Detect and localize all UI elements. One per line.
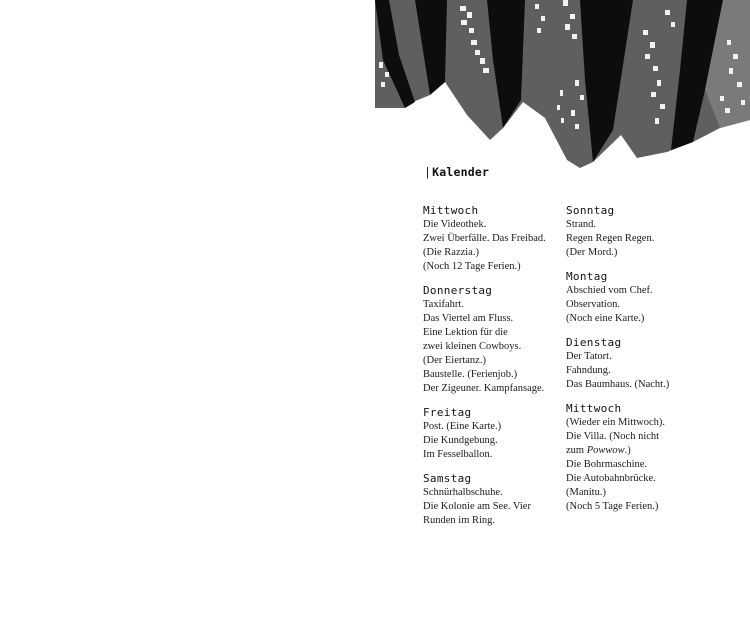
section-heading bbox=[424, 165, 489, 179]
day-entry bbox=[423, 405, 573, 462]
day-entry-line: Die Villa. (Noch nicht bbox=[566, 431, 660, 442]
day-entry-line: (Wieder ein Mittwoch). bbox=[566, 417, 666, 428]
day-entry-line: Das Viertel am Fluss. bbox=[423, 313, 514, 324]
day-entry-line: Das Baumhaus. (Nacht.) bbox=[566, 379, 670, 390]
day-name: Dienstag bbox=[566, 336, 622, 349]
day-name: Sonntag bbox=[566, 204, 615, 217]
day-entry-line: Runden im Ring. bbox=[423, 515, 496, 526]
day-entry-line: (Noch eine Karte.) bbox=[566, 313, 645, 324]
day-entry-line: Die Videothek. bbox=[423, 219, 487, 230]
day-entry-line: Observation. bbox=[566, 299, 620, 310]
day-entry-line: Regen Regen Regen. bbox=[566, 233, 655, 244]
day-entry bbox=[566, 335, 716, 392]
day-name: Montag bbox=[566, 270, 608, 283]
day-entry-line: zwei kleinen Cowboys. bbox=[423, 341, 522, 352]
day-name: Samstag bbox=[423, 472, 472, 485]
day-entry-line: Post. (Eine Karte.) bbox=[423, 421, 502, 432]
day-entry-line: Die Kundgebung. bbox=[423, 435, 498, 446]
day-entry-line: Abschied vom Chef. bbox=[566, 285, 653, 296]
page-title: Kalender bbox=[432, 165, 490, 179]
calendar-column-left bbox=[423, 203, 573, 537]
day-entry-line: Die Kolonie am See. Vier bbox=[423, 501, 531, 512]
day-entry-line: (Der Eiertanz.) bbox=[423, 355, 486, 366]
day-entry bbox=[423, 283, 573, 396]
day-name: Mittwoch bbox=[423, 204, 479, 217]
day-entry-line: Im Fesselballon. bbox=[423, 449, 493, 460]
day-entry bbox=[566, 401, 716, 514]
day-entry bbox=[423, 203, 573, 274]
day-entry-line: Der Zigeuner. Kampfansage. bbox=[423, 383, 545, 394]
day-entry-line: Schnürhalbschuhe. bbox=[423, 487, 503, 498]
day-entry-line: (Der Mord.) bbox=[566, 247, 618, 258]
day-entry bbox=[566, 203, 716, 260]
heading-bar: | bbox=[424, 165, 432, 179]
day-entry-line: Fahndung. bbox=[566, 365, 611, 376]
day-entry-line: Die Autobahnbrücke. bbox=[566, 473, 656, 484]
skyscraper-illustration bbox=[375, 0, 750, 175]
day-entry-line: Eine Lektion für die bbox=[423, 327, 508, 338]
day-name: Freitag bbox=[423, 406, 472, 419]
day-entry-line: Zwei Überfälle. Das Freibad. bbox=[423, 233, 546, 244]
day-entry-line: Strand. bbox=[566, 219, 597, 230]
day-name: Donnerstag bbox=[423, 284, 493, 297]
day-entry-line: Der Tatort. bbox=[566, 351, 612, 362]
day-entry-line: (Noch 12 Tage Ferien.) bbox=[423, 261, 521, 272]
day-entry-line: Die Bohrmaschine. bbox=[566, 459, 648, 470]
day-entry-line: (Noch 5 Tage Ferien.) bbox=[566, 501, 659, 512]
calendar-column-right bbox=[566, 203, 716, 523]
day-entry-line: zum Powwow.) bbox=[566, 445, 631, 456]
day-entry-line: (Die Razzia.) bbox=[423, 247, 479, 258]
day-entry bbox=[566, 269, 716, 326]
day-entry bbox=[423, 471, 573, 528]
day-entry-line: Taxifahrt. bbox=[423, 299, 464, 310]
day-entry-line: Baustelle. (Ferienjob.) bbox=[423, 369, 518, 380]
day-entry-line: (Manitu.) bbox=[566, 487, 606, 498]
day-name: Mittwoch bbox=[566, 402, 622, 415]
